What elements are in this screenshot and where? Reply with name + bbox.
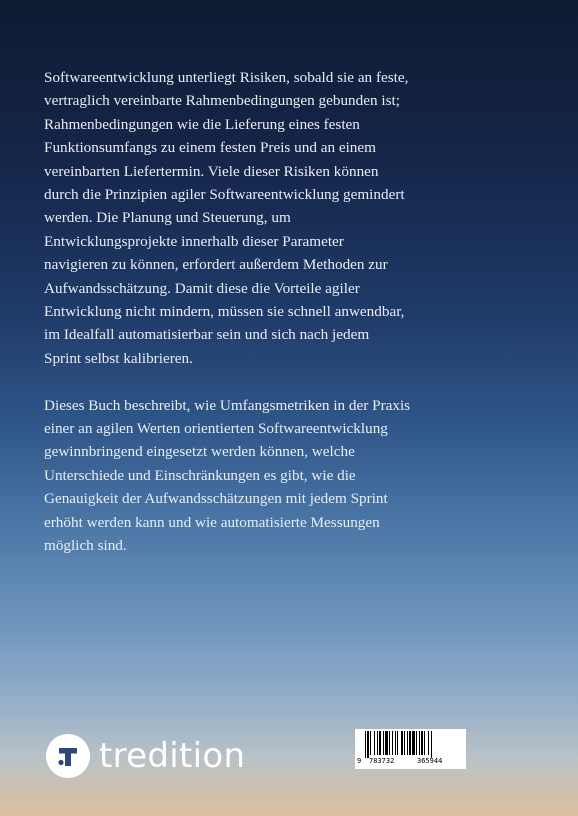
barcode-bar	[424, 731, 425, 755]
barcode-bar	[392, 731, 393, 755]
barcode-bar	[409, 731, 411, 755]
barcode-bar	[431, 731, 432, 758]
barcode-bar	[401, 731, 403, 755]
barcode-bar	[428, 731, 429, 755]
tredition-logo-icon	[46, 734, 90, 778]
barcode-bar	[407, 731, 408, 755]
barcode-bar	[365, 731, 366, 758]
barcode-bar	[412, 731, 415, 755]
barcode-bar	[377, 731, 378, 755]
isbn-barcode	[355, 729, 466, 769]
barcode-bar	[370, 731, 371, 755]
barcode-digit-prefix: 9	[357, 757, 362, 765]
barcode-bars	[355, 729, 466, 759]
barcode-bar	[374, 731, 375, 755]
barcode-bar	[383, 731, 384, 755]
barcode-digits-right-group: 365944	[417, 757, 443, 765]
barcode-bar	[404, 731, 405, 755]
publisher-logo	[46, 734, 245, 778]
barcode-bar	[389, 731, 390, 755]
blurb	[44, 66, 484, 581]
blurb-paragraph-1: Softwareentwicklung unterliegt Risiken, sobald sie an feste, vertraglich vereinbarte Rahmenbedingungen gebunden ist; Rahmenbedingungen wie die Lieferung eines festen Funktionsumfangs zu einem festen Preis und an einem vereinbarten Liefertermin. Viele dieser Risiken können durch die Prinzipien agiler Softwareentwicklung gemindert werden. Die Planung und Steuerung, um Entwicklungsprojekte innerhalb dieser Parameter navigieren zu können, erfordert außerdem Methoden zur Aufwandsschätzung. Damit diese die Vorteile agiler Entwicklung nicht mindern, müssen sie schnell anwendbar, im Idealfall automatisierbar sein und sich nach jedem Sprint selbst kalibrieren.	[44, 69, 409, 367]
barcode-bar	[385, 731, 388, 755]
barcode-digits-left-group: 783732	[369, 757, 395, 765]
blurb-paragraph-2: Dieses Buch beschreibt, wie Umfangsmetriken in der Praxis einer an agilen Werten orientierten Softwareentwicklung gewinnbringend eingesetzt werden können, welche Unterschiede und Einschränkungen es gibt, wie die Genauigkeit der Aufwandsschätzungen mit jedem Sprint erhöht werden kann und wie automatisierte Messungen möglich sind.	[44, 396, 411, 555]
publisher-name: tredition	[99, 736, 246, 776]
barcode-bar	[367, 731, 369, 758]
barcode-bar	[379, 731, 381, 755]
barcode-bar	[419, 731, 420, 755]
barcode-bar	[397, 731, 398, 755]
barcode-bar	[395, 731, 396, 755]
barcode-bar	[421, 731, 423, 755]
barcode-bar	[416, 731, 417, 755]
